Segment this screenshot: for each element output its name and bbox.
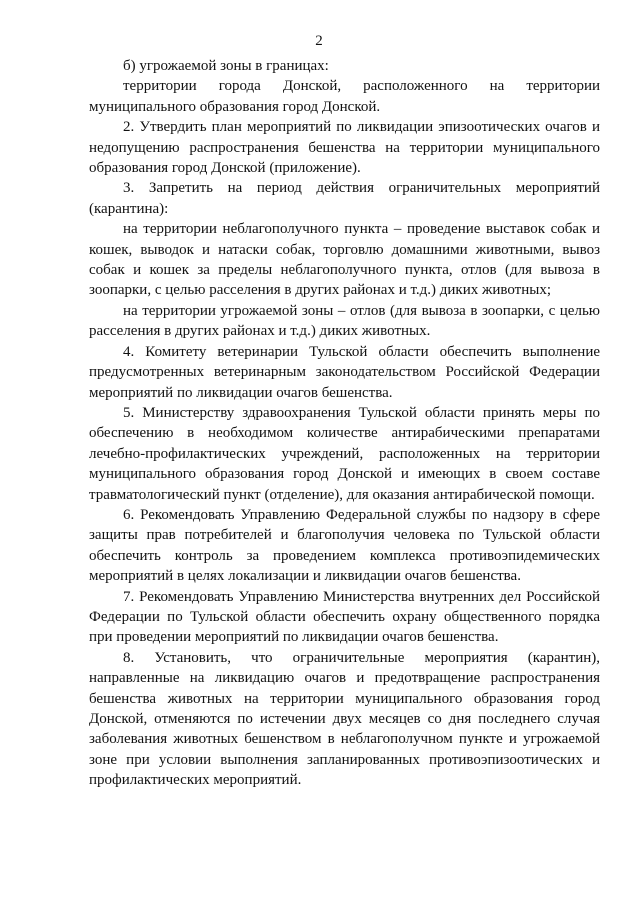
document-body [89, 56, 600, 791]
page-number: 2 [315, 33, 323, 49]
paragraph-item-3-threatened-zone: на территории угрожаемой зоны – отлов (для вывоза в зоопарки, с целью расселения в других районах и т.д.) диких животных. [89, 302, 600, 340]
paragraph-item-4: 4. Комитету ветеринарии Тульской области обеспечить выполнение предусмотренных ветеринарным законодательством Российской Федерации мероприятий по ликвидации очагов бешенства. [89, 343, 600, 401]
paragraph-item-7: 7. Рекомендовать Управлению Министерства внутренних дел Российской Федерации по Тульской области обеспечить охрану общественного порядка при проведении мероприятий по ликвидации очагов бешенства. [89, 588, 600, 646]
paragraph-item-5: 5. Министерству здравоохранения Тульской области принять меры по обеспечению в необходимом количестве антирабическими препаратами лечебно-профилактических учреждений, расположенных на территории муниципального образования город Донской и имеющих в своем составе травматологический пункт (отделение), для оказания антирабической помощи. [89, 404, 600, 503]
paragraph-item-2: 2. Утвердить план мероприятий по ликвидации эпизоотических очагов и недопущению распространения бешенства на территории муниципального образования город Донской (приложение). [89, 119, 600, 177]
paragraph-item-6: 6. Рекомендовать Управлению Федеральной службы по надзору в сфере защиты прав потребителей и благополучия человека по Тульской области обеспечить контроль за проведением комплекса противоэпидемических мероприятий в целях локализации и ликвидации очагов бешенства. [89, 506, 600, 585]
paragraph-item-8: 8. Установить, что ограничительные мероприятия (карантин), направленные на ликвидацию очагов и предотвращение распространения бешенства животных на территории муниципального образования город Донской, отменяются по истечении двух месяцев со дня последнего случая заболевания животных бешенством в неблагополучном пункте и угрожаемой зоне при условии выполнения запланированных противоэпизоотических и профилактических мероприятий. [89, 649, 600, 789]
paragraph-item-3-unfavorable-point: на территории неблагополучного пункта – проведение выставок собак и кошек, выводок и натаски собак, торговлю домашними животными, вывоз собак и кошек за пределы неблагополучного пункта, отлов (для вывоза в зоопарки, с целью расселения в других районах и т.д.) диких животных; [89, 221, 600, 299]
paragraph-item-3: 3. Запретить на период действия ограничительных мероприятий (карантина): [89, 180, 600, 217]
paragraph-threatened-zone-territory: территории города Донской, расположенного на территории муниципального образования город Донской. [89, 78, 600, 115]
paragraph-threatened-zone-heading: б) угрожаемой зоны в границах: [123, 58, 329, 74]
